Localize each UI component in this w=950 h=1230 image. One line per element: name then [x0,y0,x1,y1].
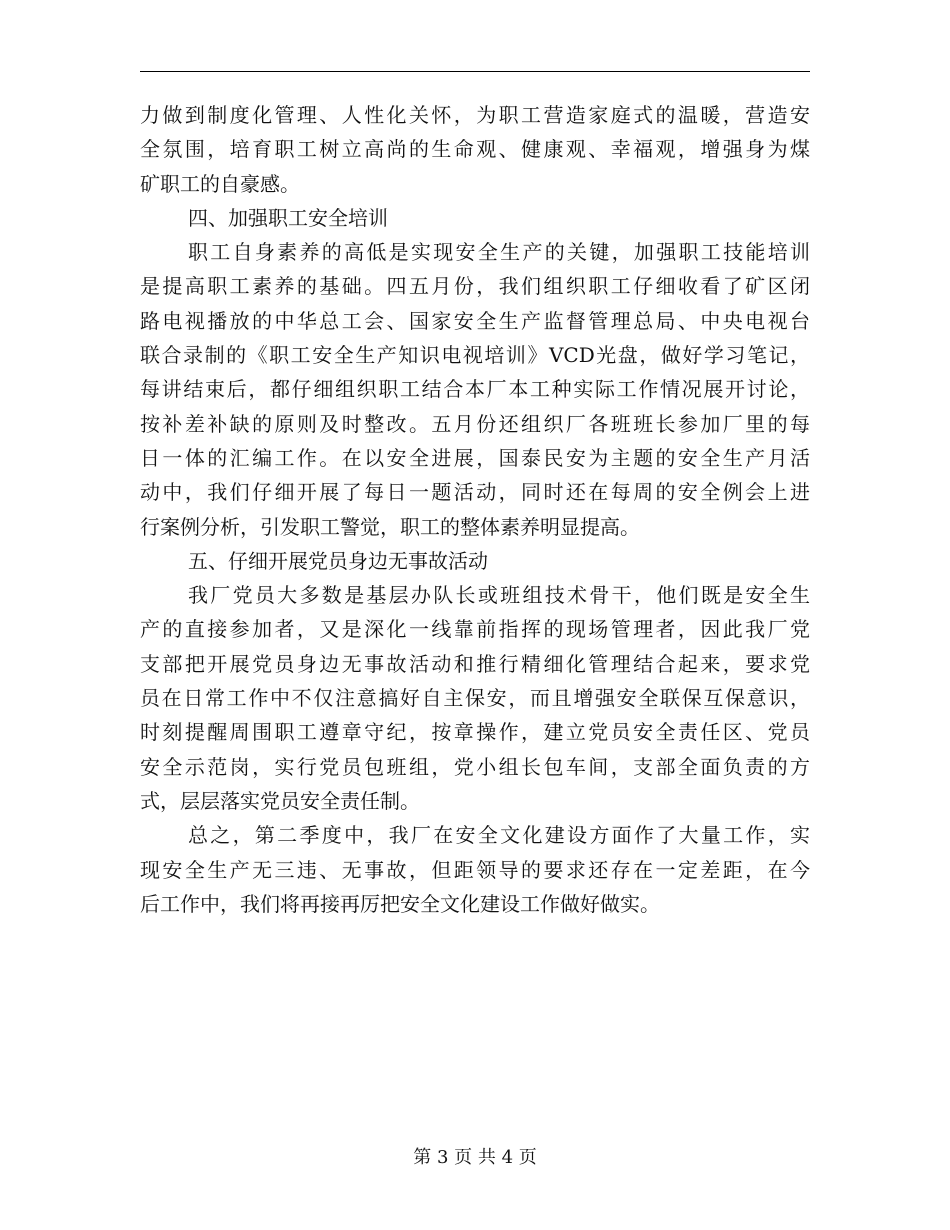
section-heading: 五、仔细开展党员身边无事故活动 [188,548,488,573]
paragraph-line: 动中，我们仔细开展了每日一题活动，同时还在每周的安全例会上进 [140,480,810,505]
paragraph-line: 员在日常工作中不仅注意搞好自主保安，而且增强安全联保互保意识， [140,686,810,711]
header-rule [140,71,810,72]
paragraph-line: 是提高职工素养的基础。四五月份，我们组织职工仔细收看了矿区闭 [140,274,810,299]
paragraph-line: 全氛围，培育职工树立高尚的生命观、健康观、幸福观，增强身为煤 [140,137,810,162]
page-number: 第 3 页 共 4 页 [413,1147,537,1168]
paragraph-line: 路电视播放的中华总工会、国家安全生产监督管理总局、中央电视台 [140,308,810,333]
paragraph-line: 后工作中，我们将再接再厉把安全文化建设工作做好做实。 [140,891,660,916]
paragraph-line: 矿职工的自豪感。 [140,171,300,196]
paragraph-line: 时刻提醒周围职工遵章守纪，按章操作，建立党员安全责任区、党员 [140,720,810,745]
paragraph-line: 日一体的汇编工作。在以安全进展，国泰民安为主题的安全生产月活 [140,445,810,470]
paragraph-line: 安全示范岗，实行党员包班组，党小组长包车间，支部全面负责的方 [140,754,810,779]
paragraph-line: 式，层层落实党员安全责任制。 [140,788,420,813]
paragraph-line: 支部把开展党员身边无事故活动和推行精细化管理结合起来，要求党 [140,651,810,676]
paragraph-line: 力做到制度化管理、人性化关怀，为职工营造家庭式的温暖，营造安 [140,103,810,127]
document-body [140,98,810,921]
paragraph-line: 职工自身素养的高低是实现安全生产的关键，加强职工技能培训 [188,240,810,265]
paragraph-line: 产的直接参加者，又是深化一线靠前指挥的现场管理者，因此我厂党 [140,617,810,642]
section-heading: 四、加强职工安全培训 [188,205,388,230]
paragraph-line: 每讲结束后，都仔细组织职工结合本厂本工种实际工作情况展开讨论， [140,377,810,402]
paragraph-line: 我厂党员大多数是基层办队长或班组技术骨干，他们既是安全生 [188,583,810,608]
paragraph-line: 总之，第二季度中，我厂在安全文化建设方面作了大量工作，实 [188,823,810,848]
paragraph-line: 按补差补缺的原则及时整改。五月份还组织厂各班班长参加厂里的每 [140,411,810,436]
paragraph-line: 现安全生产无三违、无事故，但距领导的要求还存在一定差距，在今 [140,857,810,882]
paragraph-line: 行案例分析，引发职工警觉，职工的整体素养明显提高。 [140,514,640,539]
paragraph-line: 联合录制的《职工安全生产知识电视培训》VCD光盘，做好学习笔记， [140,343,810,368]
